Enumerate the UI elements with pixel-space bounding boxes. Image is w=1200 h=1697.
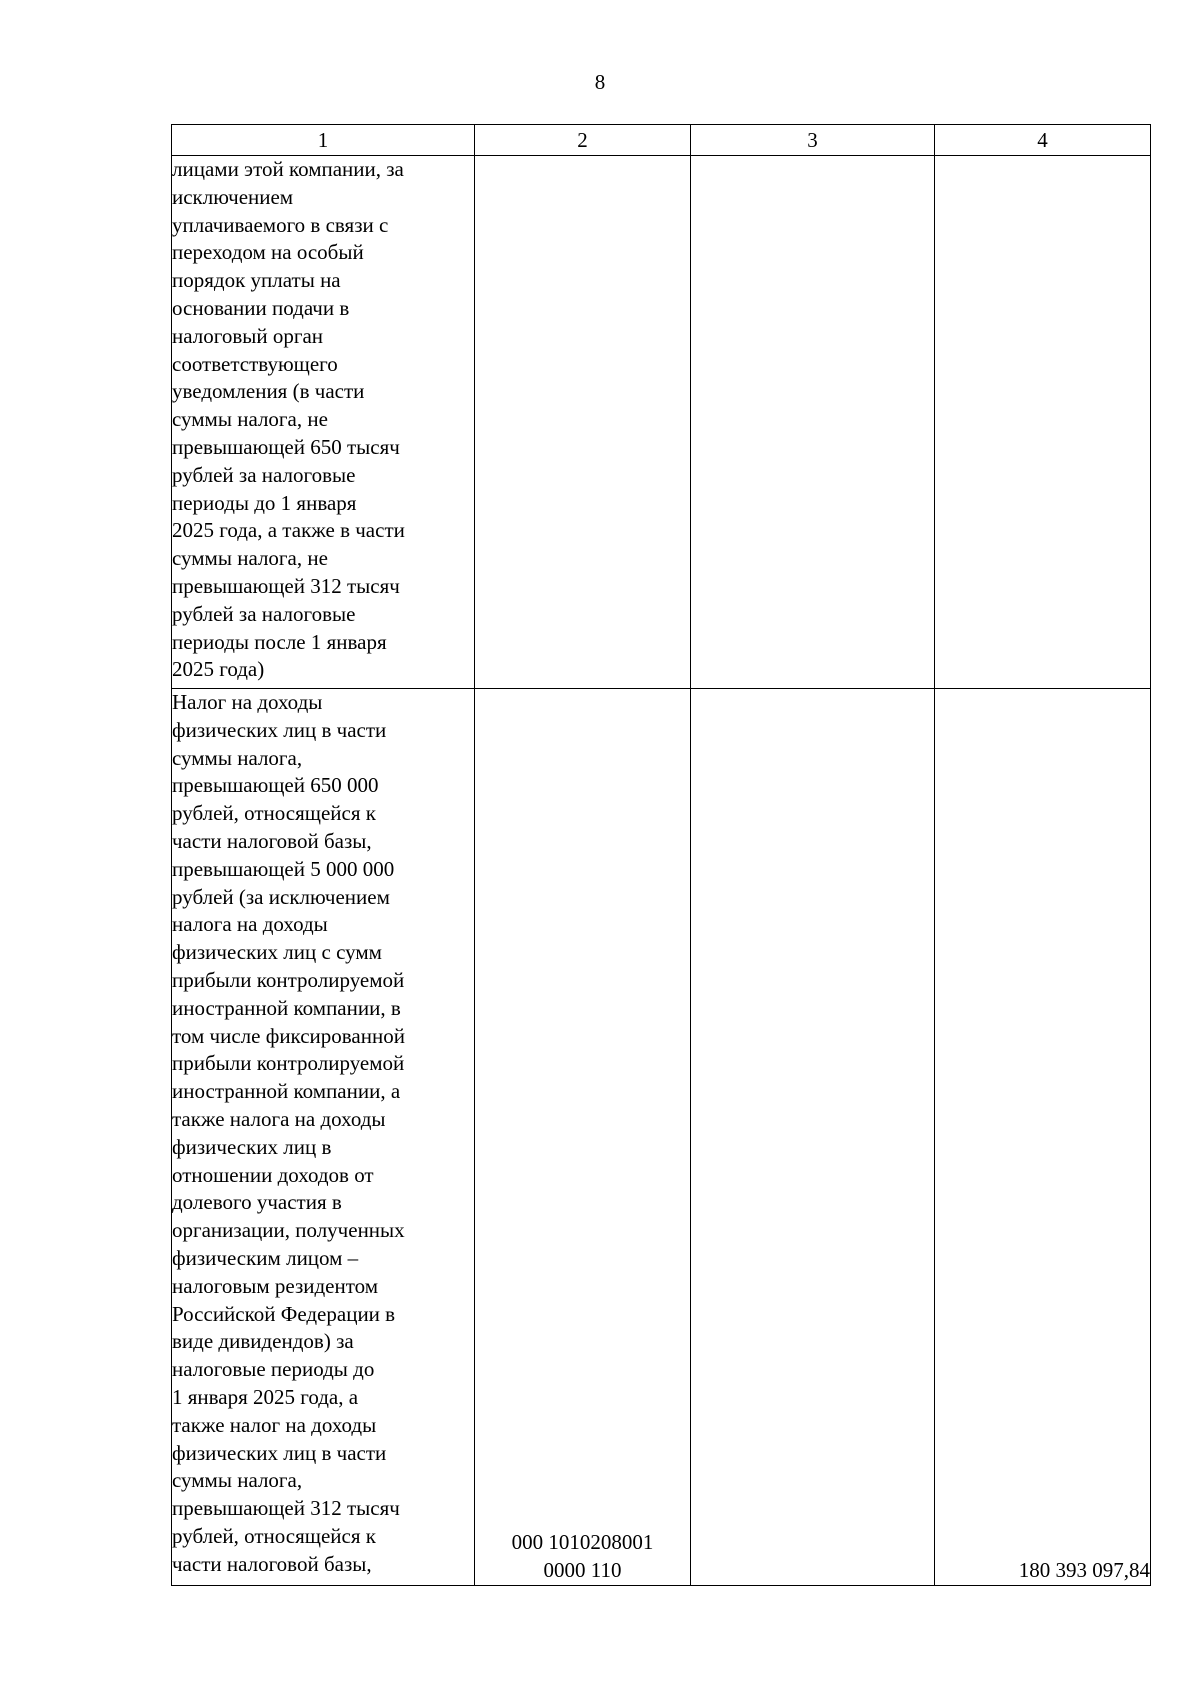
row-amount: 180 393 097,84 bbox=[935, 689, 1151, 1586]
table-row bbox=[172, 156, 1151, 689]
row-col3 bbox=[691, 689, 935, 1586]
row-amount bbox=[935, 156, 1151, 689]
column-header-3: 3 bbox=[691, 125, 935, 156]
column-header-1: 1 bbox=[172, 125, 475, 156]
row-code: 000 1010208001 0000 110 bbox=[475, 689, 691, 1586]
budget-table bbox=[171, 124, 1151, 1586]
table-header-row bbox=[172, 125, 1151, 156]
row-description: Налог на доходы физических лиц в части суммы налога, превышающей 650 000 рублей, относящейся к части налоговой базы, превышающей 5 000 000 рублей (за исключением налога на доходы физических лиц с сумм прибыли контролируемой иностранной компании, в том числе фиксированной прибыли контролируемой иностранной компании, а также налога на доходы физических лиц в отношении доходов от долевого участия в организации, полученных физическим лицом – налоговым резидентом Российской Федерации в виде дивидендов) за налоговые периоды до 1 января 2025 года, а также налог на доходы физических лиц в части суммы налога, превышающей 312 тысяч рублей, относящейся к части налоговой базы, bbox=[172, 689, 475, 1586]
table-row bbox=[172, 689, 1151, 1586]
column-header-4: 4 bbox=[935, 125, 1151, 156]
column-header-2: 2 bbox=[475, 125, 691, 156]
page-number: 8 bbox=[594, 70, 606, 94]
row-col3 bbox=[691, 156, 935, 689]
row-description: лицами этой компании, за исключением уплачиваемого в связи с переходом на особый порядок уплаты на основании подачи в налоговый орган соответствующего уведомления (в части суммы налога, не превышающей 650 тысяч рублей за налоговые периоды до 1 января 2025 года, а также в части суммы налога, не превышающей 312 тысяч рублей за налоговые периоды после 1 января 2025 года) bbox=[172, 156, 475, 689]
row-code bbox=[475, 156, 691, 689]
